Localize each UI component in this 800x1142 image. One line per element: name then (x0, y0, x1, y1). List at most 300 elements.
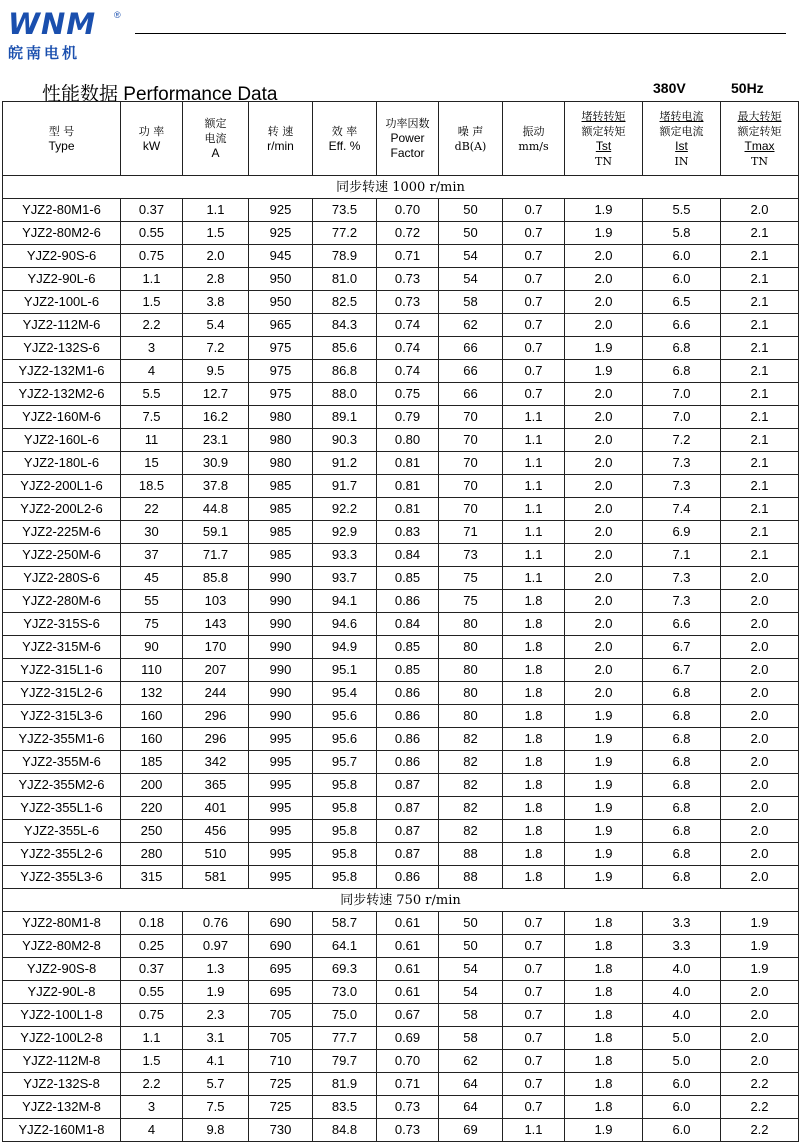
table-cell: 95.6 (313, 728, 377, 751)
table-row (3, 1027, 799, 1050)
table-cell: 5.8 (643, 222, 721, 245)
table-cell: 2.2 (721, 1096, 799, 1119)
table-cell: 90.3 (313, 429, 377, 452)
table-cell: 37 (121, 544, 183, 567)
table-cell: 73 (439, 544, 503, 567)
table-cell: 2.0 (565, 475, 643, 498)
table-row (3, 406, 799, 429)
table-cell: 995 (249, 728, 313, 751)
table-cell: 2.1 (721, 291, 799, 314)
table-cell: 990 (249, 636, 313, 659)
table-cell: 81.9 (313, 1073, 377, 1096)
model-type-cell: YJZ2-132M1-6 (3, 360, 121, 383)
table-cell: 0.55 (121, 981, 183, 1004)
table-cell: 0.85 (377, 567, 439, 590)
table-cell: 0.75 (377, 383, 439, 406)
table-cell: 995 (249, 820, 313, 843)
table-cell: 990 (249, 705, 313, 728)
table-cell: 1.5 (183, 222, 249, 245)
table-body (3, 176, 799, 1142)
table-cell: 1.8 (503, 705, 565, 728)
table-cell: 0.85 (377, 636, 439, 659)
table-cell: 1.1 (503, 406, 565, 429)
table-cell: 1.8 (503, 682, 565, 705)
table-cell: 95.1 (313, 659, 377, 682)
table-cell: 0.7 (503, 360, 565, 383)
table-row (3, 935, 799, 958)
table-cell: 132 (121, 682, 183, 705)
table-cell: 6.6 (643, 314, 721, 337)
voltage-label: 380V (653, 80, 686, 96)
table-cell: 83.5 (313, 1096, 377, 1119)
table-cell: 730 (249, 1119, 313, 1142)
table-cell: 95.8 (313, 774, 377, 797)
table-cell: 88 (439, 843, 503, 866)
table-cell: 2.2 (121, 314, 183, 337)
table-cell: 995 (249, 866, 313, 889)
table-cell: 2.0 (721, 659, 799, 682)
table-cell: 15 (121, 452, 183, 475)
table-cell: 1.8 (503, 820, 565, 843)
table-cell: 170 (183, 636, 249, 659)
table-cell: 3 (121, 337, 183, 360)
table-cell: 2.0 (565, 268, 643, 291)
table-cell: 85.6 (313, 337, 377, 360)
col-max-torque: 最大转矩 额定转矩 Tmax TN (721, 102, 799, 176)
table-cell: 6.0 (643, 268, 721, 291)
table-cell: 945 (249, 245, 313, 268)
table-cell: 690 (249, 912, 313, 935)
table-cell: 0.25 (121, 935, 183, 958)
model-type-cell: YJZ2-180L-6 (3, 452, 121, 475)
table-cell: 0.84 (377, 544, 439, 567)
model-type-cell: YJZ2-90S-8 (3, 958, 121, 981)
table-cell: 0.75 (121, 1004, 183, 1027)
table-row (3, 659, 799, 682)
table-row (3, 751, 799, 774)
table-cell: 3.3 (643, 912, 721, 935)
table-cell: 88 (439, 866, 503, 889)
table-cell: 3 (121, 1096, 183, 1119)
table-cell: 75 (439, 590, 503, 613)
table-cell: 401 (183, 797, 249, 820)
table-header-row (3, 102, 799, 176)
model-type-cell: YJZ2-90L-6 (3, 268, 121, 291)
table-cell: 1.1 (503, 498, 565, 521)
table-cell: 1.8 (503, 590, 565, 613)
model-type-cell: YJZ2-100L2-8 (3, 1027, 121, 1050)
model-type-cell: YJZ2-315L2-6 (3, 682, 121, 705)
table-cell: 5.5 (643, 199, 721, 222)
table-cell: 58.7 (313, 912, 377, 935)
table-cell: 3.3 (643, 935, 721, 958)
model-type-cell: YJZ2-132S-6 (3, 337, 121, 360)
table-cell: 0.97 (183, 935, 249, 958)
table-cell: 950 (249, 291, 313, 314)
table-cell: 1.9 (565, 705, 643, 728)
table-cell: 95.8 (313, 843, 377, 866)
table-row (3, 682, 799, 705)
table-cell: 1.9 (721, 912, 799, 935)
table-cell: 1.9 (721, 958, 799, 981)
header-rule (135, 33, 786, 34)
table-row (3, 498, 799, 521)
frequency-label: 50Hz (731, 80, 764, 96)
table-cell: 50 (439, 912, 503, 935)
table-cell: 0.81 (377, 452, 439, 475)
table-cell: 1.9 (565, 797, 643, 820)
table-cell: 5.4 (183, 314, 249, 337)
model-type-cell: YJZ2-280S-6 (3, 567, 121, 590)
table-cell: 1.9 (565, 820, 643, 843)
table-cell: 0.7 (503, 291, 565, 314)
table-cell: 0.7 (503, 935, 565, 958)
table-cell: 58 (439, 1004, 503, 1027)
logo-mark: WNM (8, 7, 97, 41)
col-power: 功 率 kW (121, 102, 183, 176)
table-row (3, 337, 799, 360)
table-cell: 0.87 (377, 820, 439, 843)
model-type-cell: YJZ2-200L2-6 (3, 498, 121, 521)
table-cell: 12.7 (183, 383, 249, 406)
table-cell: 0.73 (377, 291, 439, 314)
table-cell: 1.1 (503, 567, 565, 590)
table-cell: 84.8 (313, 1119, 377, 1142)
table-cell: 0.86 (377, 866, 439, 889)
title-row (12, 79, 790, 105)
table-cell: 200 (121, 774, 183, 797)
table-cell: 64.1 (313, 935, 377, 958)
table-cell: 1.8 (503, 774, 565, 797)
table-cell: 3.1 (183, 1027, 249, 1050)
table-cell: 1.8 (503, 659, 565, 682)
table-cell: 1.1 (503, 429, 565, 452)
table-cell: 995 (249, 843, 313, 866)
table-cell: 0.37 (121, 958, 183, 981)
table-row (3, 1073, 799, 1096)
table-cell: 88.0 (313, 383, 377, 406)
table-cell: 70 (439, 475, 503, 498)
table-cell: 990 (249, 567, 313, 590)
table-cell: 1.8 (565, 958, 643, 981)
table-cell: 1.8 (503, 728, 565, 751)
table-cell: 2.0 (721, 682, 799, 705)
table-cell: 2.0 (565, 406, 643, 429)
table-cell: 2.8 (183, 268, 249, 291)
table-cell: 925 (249, 199, 313, 222)
table-cell: 160 (121, 705, 183, 728)
table-cell: 7.3 (643, 590, 721, 613)
table-cell: 0.86 (377, 751, 439, 774)
model-type-cell: YJZ2-355L3-6 (3, 866, 121, 889)
table-cell: 0.71 (377, 1073, 439, 1096)
table-cell: 1.5 (121, 291, 183, 314)
table-cell: 4.1 (183, 1050, 249, 1073)
table-cell: 6.0 (643, 245, 721, 268)
table-cell: 0.70 (377, 199, 439, 222)
model-type-cell: YJZ2-355L1-6 (3, 797, 121, 820)
table-row (3, 452, 799, 475)
table-row (3, 981, 799, 1004)
table-cell: 2.0 (565, 659, 643, 682)
table-cell: 0.7 (503, 268, 565, 291)
table-cell: 6.8 (643, 337, 721, 360)
table-cell: 79.7 (313, 1050, 377, 1073)
table-cell: 58 (439, 1027, 503, 1050)
model-type-cell: YJZ2-132S-8 (3, 1073, 121, 1096)
table-cell: 725 (249, 1096, 313, 1119)
table-cell: 1.9 (565, 843, 643, 866)
table-cell: 75 (439, 567, 503, 590)
table-cell: 365 (183, 774, 249, 797)
brand-logo (8, 8, 128, 68)
table-cell: 7.4 (643, 498, 721, 521)
table-cell: 95.8 (313, 797, 377, 820)
table-cell: 2.0 (721, 1004, 799, 1027)
model-type-cell: YJZ2-112M-6 (3, 314, 121, 337)
table-row (3, 383, 799, 406)
table-cell: 2.1 (721, 245, 799, 268)
table-cell: 342 (183, 751, 249, 774)
table-cell: 71.7 (183, 544, 249, 567)
table-cell: 73.0 (313, 981, 377, 1004)
table-cell: 55 (121, 590, 183, 613)
table-cell: 1.8 (565, 935, 643, 958)
model-type-cell: YJZ2-100L-6 (3, 291, 121, 314)
table-cell: 7.3 (643, 475, 721, 498)
table-cell: 2.2 (721, 1073, 799, 1096)
table-cell: 7.3 (643, 452, 721, 475)
table-cell: 2.0 (721, 774, 799, 797)
table-cell: 2.0 (565, 429, 643, 452)
table-cell: 86.8 (313, 360, 377, 383)
table-cell: 0.86 (377, 705, 439, 728)
table-cell: 0.67 (377, 1004, 439, 1027)
table-cell: 6.5 (643, 291, 721, 314)
model-type-cell: YJZ2-355M2-6 (3, 774, 121, 797)
table-cell: 0.69 (377, 1027, 439, 1050)
table-cell: 95.8 (313, 866, 377, 889)
table-cell: 2.0 (565, 291, 643, 314)
table-cell: 2.0 (721, 843, 799, 866)
table-cell: 54 (439, 245, 503, 268)
table-cell: 23.1 (183, 429, 249, 452)
table-cell: 2.0 (721, 590, 799, 613)
table-cell: 1.9 (721, 935, 799, 958)
table-cell: 250 (121, 820, 183, 843)
table-cell: 0.81 (377, 498, 439, 521)
table-cell: 6.8 (643, 774, 721, 797)
model-type-cell: YJZ2-315L1-6 (3, 659, 121, 682)
table-row (3, 1004, 799, 1027)
table-cell: 50 (439, 199, 503, 222)
table-cell: 45 (121, 567, 183, 590)
table-cell: 985 (249, 521, 313, 544)
model-type-cell: YJZ2-160M1-8 (3, 1119, 121, 1142)
table-cell: 80 (439, 659, 503, 682)
table-cell: 2.2 (121, 1073, 183, 1096)
brand-name-cn: 皖南电机 (8, 44, 81, 62)
table-cell: 1.8 (565, 912, 643, 935)
table-cell: 0.7 (503, 958, 565, 981)
table-cell: 0.73 (377, 1119, 439, 1142)
table-cell: 54 (439, 958, 503, 981)
table-cell: 2.0 (721, 636, 799, 659)
table-cell: 1.8 (565, 1004, 643, 1027)
table-cell: 73.5 (313, 199, 377, 222)
table-cell: 0.74 (377, 337, 439, 360)
table-cell: 7.5 (121, 406, 183, 429)
table-cell: 71 (439, 521, 503, 544)
table-cell: 0.61 (377, 981, 439, 1004)
table-cell: 64 (439, 1096, 503, 1119)
table-cell: 980 (249, 429, 313, 452)
table-cell: 0.55 (121, 222, 183, 245)
table-cell: 6.8 (643, 705, 721, 728)
table-cell: 990 (249, 613, 313, 636)
table-cell: 93.3 (313, 544, 377, 567)
table-cell: 2.1 (721, 452, 799, 475)
table-cell: 6.8 (643, 866, 721, 889)
table-cell: 280 (121, 843, 183, 866)
table-row (3, 268, 799, 291)
model-type-cell: YJZ2-90S-6 (3, 245, 121, 268)
table-cell: 5.7 (183, 1073, 249, 1096)
model-type-cell: YJZ2-315M-6 (3, 636, 121, 659)
table-cell: 1.5 (121, 1050, 183, 1073)
table-cell: 2.2 (721, 1119, 799, 1142)
table-cell: 54 (439, 981, 503, 1004)
table-cell: 1.8 (565, 981, 643, 1004)
table-cell: 6.7 (643, 659, 721, 682)
table-cell: 58 (439, 291, 503, 314)
table-cell: 2.0 (565, 498, 643, 521)
table-cell: 980 (249, 452, 313, 475)
table-cell: 1.1 (503, 475, 565, 498)
table-row (3, 843, 799, 866)
table-cell: 0.7 (503, 383, 565, 406)
table-cell: 1.1 (503, 544, 565, 567)
table-cell: 50 (439, 222, 503, 245)
section-label: 同步转速 750 r/min (3, 889, 799, 912)
table-cell: 2.0 (721, 199, 799, 222)
col-locked-current: 堵转电流 额定电流 Ist IN (643, 102, 721, 176)
table-cell: 78.9 (313, 245, 377, 268)
table-cell: 0.75 (121, 245, 183, 268)
table-cell: 69 (439, 1119, 503, 1142)
table-cell: 80 (439, 705, 503, 728)
table-cell: 1.8 (503, 843, 565, 866)
table-cell: 710 (249, 1050, 313, 1073)
table-cell: 0.7 (503, 1027, 565, 1050)
page-title: 性能数据 Performance Data (42, 84, 278, 105)
table-cell: 92.9 (313, 521, 377, 544)
table-row (3, 475, 799, 498)
table-cell: 0.7 (503, 222, 565, 245)
table-cell: 220 (121, 797, 183, 820)
table-cell: 2.0 (565, 636, 643, 659)
table-cell: 0.7 (503, 1073, 565, 1096)
table-cell: 1.1 (121, 268, 183, 291)
model-type-cell: YJZ2-80M1-6 (3, 199, 121, 222)
table-cell: 1.1 (503, 1119, 565, 1142)
table-cell: 296 (183, 705, 249, 728)
table-cell: 6.7 (643, 636, 721, 659)
table-cell: 456 (183, 820, 249, 843)
table-row (3, 199, 799, 222)
table-cell: 0.86 (377, 682, 439, 705)
table-cell: 80 (439, 636, 503, 659)
table-cell: 1.9 (565, 360, 643, 383)
table-cell: 95.8 (313, 820, 377, 843)
table-row (3, 291, 799, 314)
table-cell: 0.86 (377, 590, 439, 613)
table-row (3, 613, 799, 636)
table-cell: 77.7 (313, 1027, 377, 1050)
table-cell: 1.8 (503, 636, 565, 659)
table-cell: 695 (249, 958, 313, 981)
table-row (3, 797, 799, 820)
model-type-cell: YJZ2-280M-6 (3, 590, 121, 613)
table-row (3, 245, 799, 268)
table-cell: 1.8 (503, 866, 565, 889)
table-cell: 2.0 (721, 1050, 799, 1073)
table-cell: 7.2 (643, 429, 721, 452)
table-cell: 80 (439, 682, 503, 705)
table-cell: 66 (439, 360, 503, 383)
table-cell: 2.0 (565, 314, 643, 337)
table-cell: 0.7 (503, 199, 565, 222)
table-cell: 82 (439, 774, 503, 797)
table-cell: 965 (249, 314, 313, 337)
table-cell: 91.7 (313, 475, 377, 498)
table-cell: 0.80 (377, 429, 439, 452)
table-row (3, 314, 799, 337)
table-cell: 0.87 (377, 797, 439, 820)
table-cell: 6.8 (643, 820, 721, 843)
table-cell: 1.8 (565, 1050, 643, 1073)
table-cell: 2.0 (721, 797, 799, 820)
table-cell: 705 (249, 1004, 313, 1027)
table-cell: 925 (249, 222, 313, 245)
model-type-cell: YJZ2-132M-8 (3, 1096, 121, 1119)
table-cell: 1.9 (565, 337, 643, 360)
table-cell: 2.1 (721, 406, 799, 429)
col-type: 型 号 Type (3, 102, 121, 176)
table-cell: 160 (121, 728, 183, 751)
table-cell: 0.7 (503, 1050, 565, 1073)
table-cell: 990 (249, 682, 313, 705)
table-cell: 1.9 (565, 222, 643, 245)
table-cell: 80 (439, 613, 503, 636)
table-cell: 1.8 (565, 1027, 643, 1050)
table-cell: 0.79 (377, 406, 439, 429)
table-cell: 0.7 (503, 1096, 565, 1119)
table-cell: 5.0 (643, 1027, 721, 1050)
table-row (3, 1119, 799, 1142)
table-cell: 2.1 (721, 222, 799, 245)
table-cell: 30.9 (183, 452, 249, 475)
model-type-cell: YJZ2-355M-6 (3, 751, 121, 774)
table-cell: 0.85 (377, 659, 439, 682)
table-cell: 0.81 (377, 475, 439, 498)
model-type-cell: YJZ2-315L3-6 (3, 705, 121, 728)
table-cell: 0.7 (503, 314, 565, 337)
table-cell: 2.1 (721, 498, 799, 521)
model-type-cell: YJZ2-225M-6 (3, 521, 121, 544)
registered-mark: ® (114, 10, 121, 20)
model-type-cell: YJZ2-200L1-6 (3, 475, 121, 498)
